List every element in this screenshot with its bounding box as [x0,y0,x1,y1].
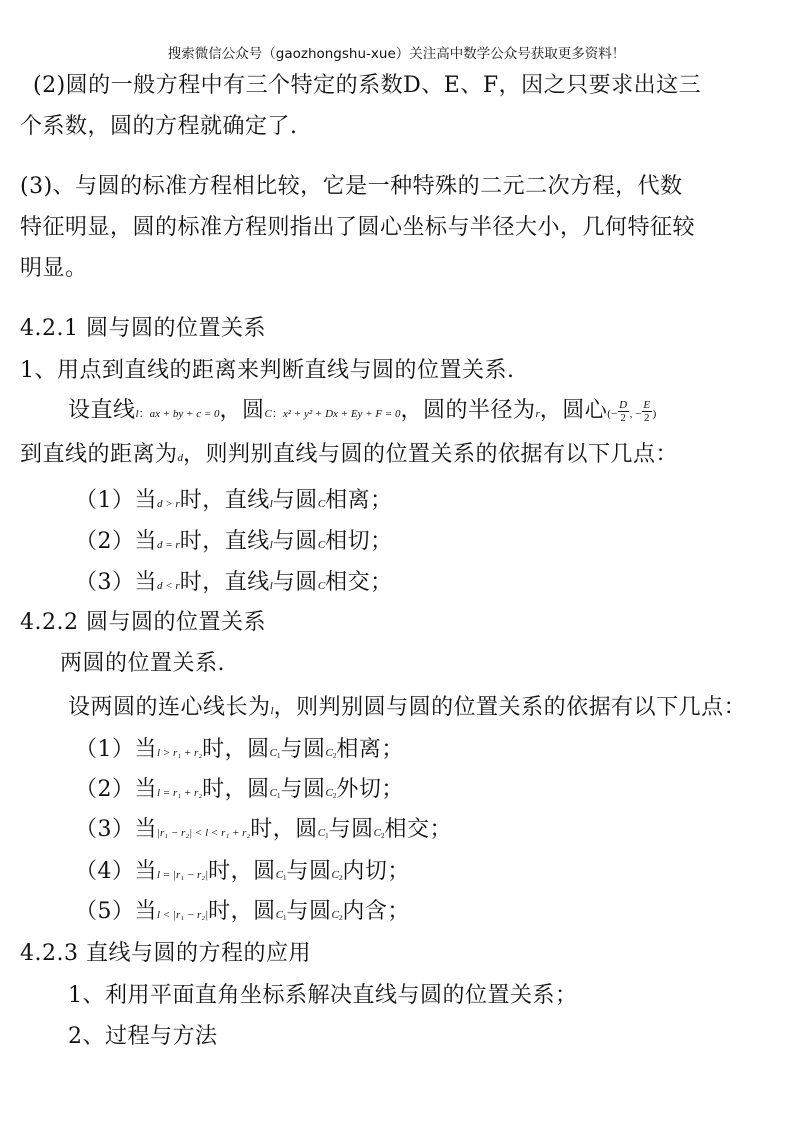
fraction-E-over-2: $\frac{E}{2}$ [643,398,651,424]
circle-case-4-condition: l = |r₁ − r₂| [157,869,209,881]
line-case-3: （3）当d < r时，直线l与圆C相交； [75,570,393,595]
fraction-D-over-2: $\frac{D}{2}$ [619,398,628,424]
center-distance-symbol: l [270,705,274,717]
line-case-2: （2）当d = r时，直线l与圆C相切； [75,529,393,554]
para2-line2: 个系数，圆的方程就确定了. [20,114,298,139]
circle-case-1: （1）当l > r₁ + r₂时，圆$C_1$与圆$C_2$相离； [75,737,404,762]
setup-colon: ： [138,408,150,420]
line-case-1: （1）当d > r时，直线l与圆C相离； [75,488,393,513]
section-4-2-1-item-1: 1、用点到直线的距离来判断直线与圆的位置关系. [20,358,515,383]
circle-case-2-condition: l = r₁ + r₂ [157,787,203,799]
para3-line1: (3)、与圆的标准方程相比较，它是一种特殊的二元二次方程，代数 [20,174,683,199]
circle-case-5-condition: l < |r₁ − r₂| [157,909,209,921]
center-open: (− [607,408,618,420]
radius-symbol: r [535,408,540,420]
circle-case-4: （4）当l = |r₁ − r₂|时，圆$C_1$与圆$C_2$内切； [75,859,410,884]
distance-text-1: 到直线的距离为 [20,442,178,467]
section-4-2-3-title: 4.2.3 直线与圆的方程的应用 [20,941,311,966]
circle-case-1-condition: l > r₁ + r₂ [157,747,203,759]
section-4-2-1-title: 4.2.1 圆与圆的位置关系 [20,316,266,341]
section-4-2-3-item-2: 2、过程与方法 [68,1024,218,1049]
setup-colon-2: ： [271,408,283,420]
para2-line1: (2)圆的一般方程中有三个特定的系数D、E、F，因之只要求出这三 [33,73,702,98]
setup-text-1: 设直线 [68,398,136,423]
line-case-2-condition: d = r [157,539,180,551]
circle-case-3: （3）当|r₁ − r₂| < l < r₁ + r₂时，圆$C_1$与圆$C_2$相交； [75,817,452,842]
para3-line2: 特征明显，圆的标准方程则指出了圆心坐标与半径大小，几何特征较 [20,215,696,240]
line-case-3-condition: d < r [157,580,180,592]
circle-case-2: （2）当l = r₁ + r₂时，圆$C_1$与圆$C_2$外切； [75,777,404,802]
distance-line [20,440,678,473]
circle-case-3-condition: |r₁ − r₂| < l < r₁ + r₂ [157,827,251,839]
section-4-2-2-title: 4.2.2 圆与圆的位置关系 [20,610,266,635]
para3-line3: 明显。 [20,256,88,281]
line-case-1-condition: d > r [157,498,180,510]
circle-case-5: （5）当l < |r₁ − r₂|时，圆$C_1$与圆$C_2$内含； [75,899,410,924]
section-4-2-3-item-1: 1、利用平面直角坐标系解决直线与圆的位置关系； [68,983,578,1008]
line-symbol: l [135,408,139,420]
two-circles-heading: 两圆的位置关系. [60,651,225,676]
distance-symbol: d [177,452,184,464]
line-equation: ax + by + c = 0 [149,408,220,420]
setup-text-3: ，圆的半径为 [400,398,536,423]
distance-text-2: ，则判别直线与圆的位置关系的依据有以下几点： [183,442,679,467]
circle-equation: x² + y² + Dx + Ey + F = 0 [282,408,401,420]
center-close: ) [652,408,657,420]
page-header: 搜索微信公众号（gaozhongshu-xue）关注高中数学公众号获取更多资料！ [167,46,626,62]
circle-symbol: C [264,408,272,420]
centers-line: 设两圆的连心线长为l，则判别圆与圆的位置关系的依据有以下几点： [68,695,747,720]
setup-line [68,396,656,429]
setup-text-4: ，圆心 [539,398,608,423]
center-mid: , − [629,408,642,420]
setup-text-2: ，圆 [219,398,265,423]
